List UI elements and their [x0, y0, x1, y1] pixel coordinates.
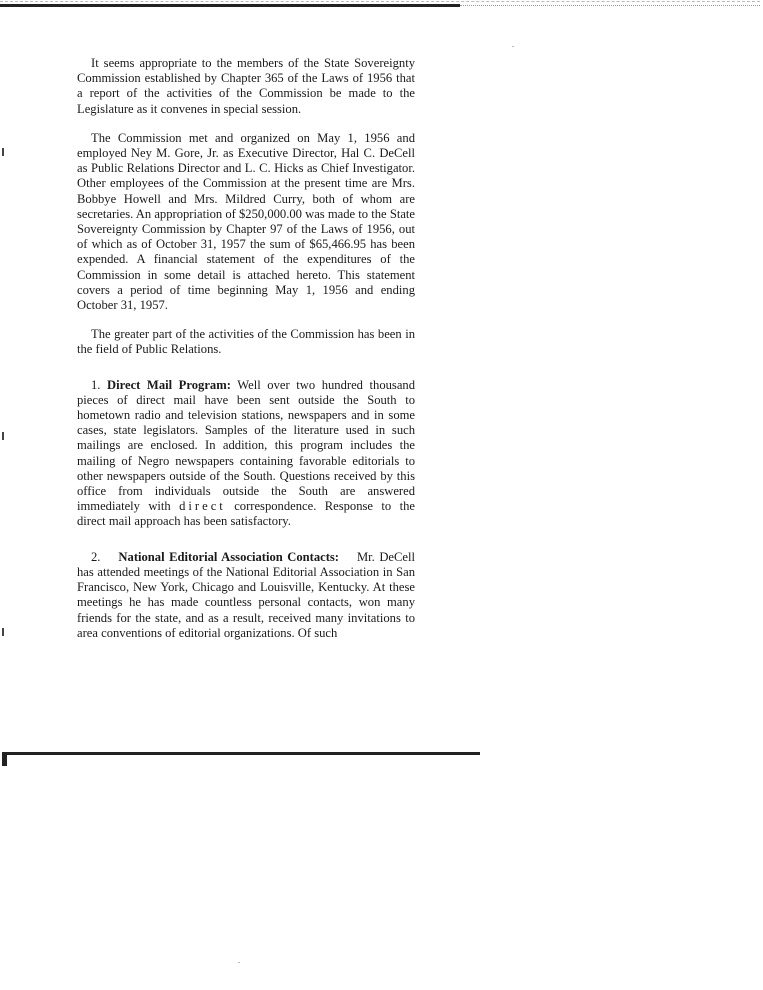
top-border-faint — [460, 5, 760, 7]
item-number: 1. — [91, 377, 101, 392]
top-edge-dashes — [0, 1, 760, 3]
document-body — [77, 56, 415, 641]
margin-mark — [2, 432, 4, 440]
item-heading: National Editorial Association Contacts: — [118, 549, 340, 564]
scan-speck — [238, 962, 240, 963]
item-text: Well over two hundred thousand pieces of direct mail have been sent outside the South to hometown radio and television stations, newspapers and in some cases, state legislators. Samples of the literature used in such mailings are enclosed. In addition, this program includes the mailing of Negro newspapers containing favorable editorials to other newspapers outside of the South. Questions received by this office from individuals outside the South are answered immediately with — [77, 377, 415, 514]
item-heading: Direct Mail Program: — [107, 377, 231, 392]
bottom-border-rule — [6, 752, 480, 755]
top-border-rule — [0, 4, 460, 7]
item-text: Mr. DeCell has attended meetings of the National Editorial Association in San Francisco, New York, Chicago and Louisville, Kentucky. At these meetings he has made countless personal contacts, won many friends for the state, and as a result, received many invitations to area conventions of editorial organizations. Of such — [77, 549, 415, 640]
scan-speck — [512, 46, 514, 47]
paragraph: The greater part of the activities of the Commission has been in the field of Public Relations. — [77, 327, 415, 357]
paragraph: The Commission met and organized on May 1, 1956 and employed Ney M. Gore, Jr. as Executive Director, Hal C. DeCell as Public Relations Director and L. C. Hicks as Chief Investigator. Other employees of the Commission at the present time are Mrs. Bobbye Howell and Mrs. Mildred Curry, both of whom are secretaries. An appropriation of $250,000.00 was made to the State Sovereignty Commission by Chapter 97 of the Laws of 1956, out of which as of October 31, 1957 the sum of $65,466.95 has been expended. A financial statement of the expenditures of the Commission in some detail is attached hereto. This statement covers a period of time beginning May 1, 1956 and ending October 31, 1957. — [77, 130, 415, 313]
margin-mark — [2, 148, 4, 156]
paragraph: It seems appropriate to the members of the State Sovereignty Commission established by Chapter 365 of the Laws of 1956 that a report of the activities of the Commission be made to the Legislature as it convenes in special session. — [77, 56, 415, 116]
item-spaced-word: direct — [179, 499, 226, 514]
margin-mark — [2, 628, 4, 636]
numbered-item — [77, 378, 415, 530]
item-text: correspondence. Response to the direct mail approach has been satisfactory. — [77, 499, 415, 529]
item-number: 2. — [91, 549, 101, 564]
numbered-item — [77, 550, 415, 641]
